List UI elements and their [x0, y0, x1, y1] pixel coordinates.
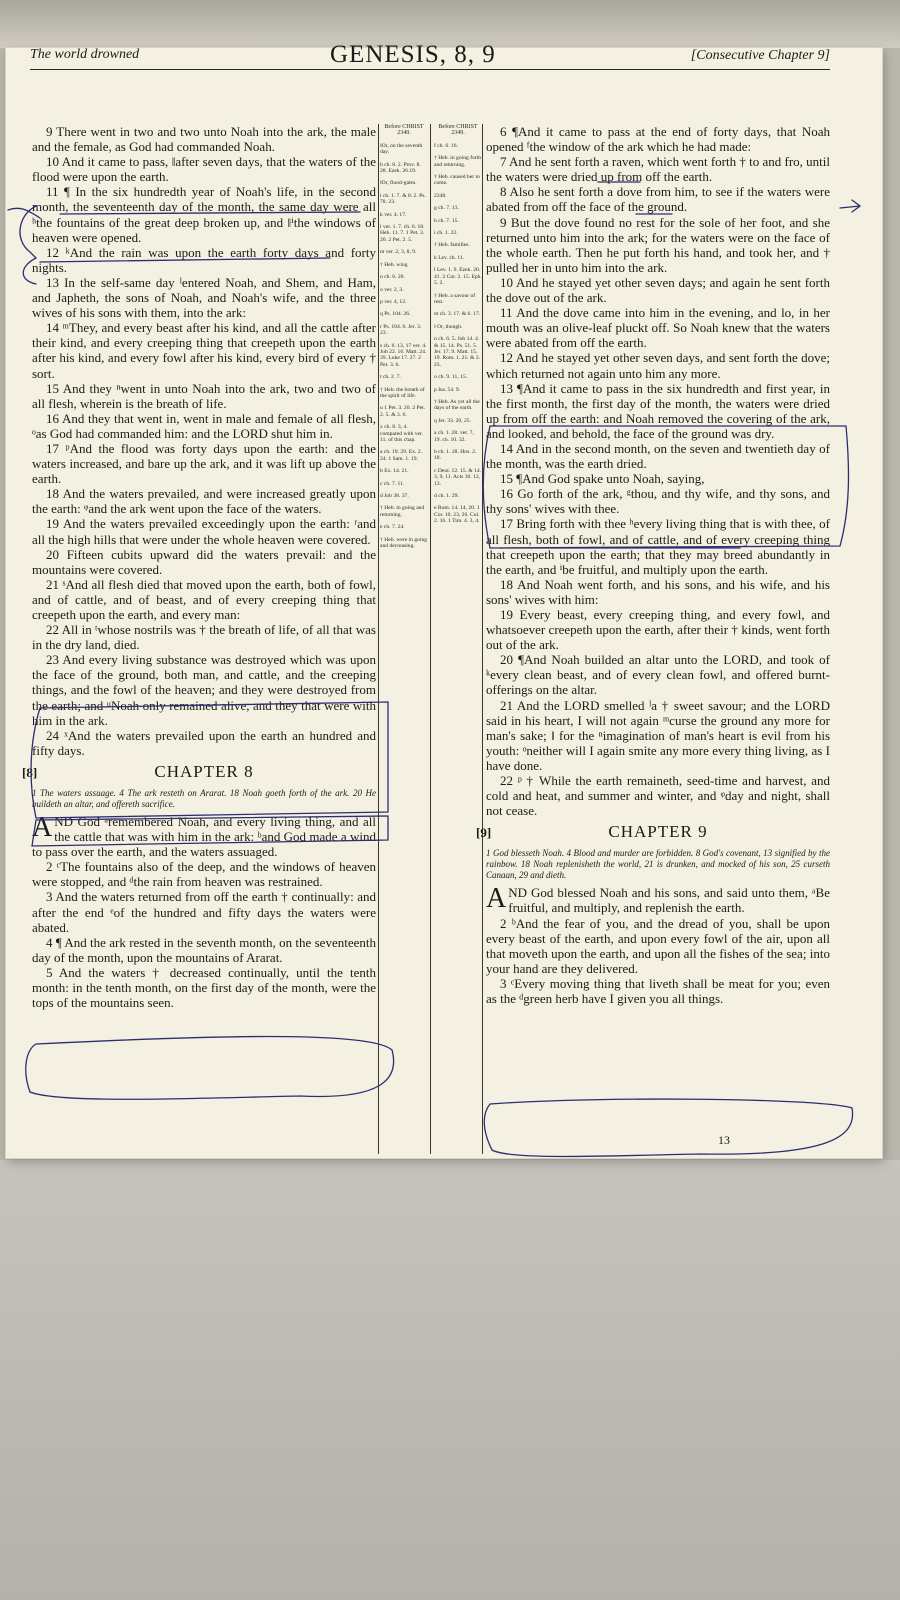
margin-note: i ch. 1. 7. & 8. 2. Ps. 78. 23. — [380, 192, 426, 206]
verse: 14 And in the second month, on the seven and twentieth day of the month, was the earth dried. — [486, 440, 830, 472]
margin-note: † Heb. the breath of the spirit of life. — [380, 386, 425, 399]
verse: 14 ᵐThey, and every beast after his kind, and all the cattle after their kind, and every creeping thing that creepeth upon the earth after his kind, and every fowl after his kind, every bird of every † sort. — [32, 320, 376, 381]
chapter-summary: 1 The waters assuage. 4 The ark resteth on Ararat. 18 Noah goeth forth of the ark. 20 He buildeth an altar, and offereth sacrifice. — [32, 787, 376, 809]
verse-text: ND God blessed Noah and his sons, and said unto them, ᵃBe fruitful, and multiply, and replenish the earth. — [508, 885, 830, 916]
margin-note: c Deut. 12. 15. & 14. 3, 9, 11. Acts 10. 12, 13. — [434, 467, 482, 487]
verse: 12 ᵏAnd the rain was upon the earth forty days and forty nights. — [32, 244, 376, 275]
margin-note: † Heb. caused her to come. — [434, 174, 480, 187]
margin-note: e ch. 7. 24. — [380, 524, 405, 531]
table-surface — [0, 1160, 900, 1600]
margin-note: o ver. 2, 3. — [380, 286, 404, 293]
verse: 19 Every beast, every creeping thing, and every fowl, and whatsoever creepeth upon the earth, after their † kinds, went forth out of the ark. — [486, 607, 830, 653]
drop-cap: A — [486, 883, 507, 915]
verse: 17 ᵖAnd the flood was forty days upon the earth: and the waters increased, and bare up the ark, and it was lift up above the earth. — [32, 440, 376, 487]
margin-note: m ch. 3. 17. & 6. 17. — [434, 311, 481, 318]
verse: 22 ᵖ † While the earth remaineth, seed-time and harvest, and cold and heat, and summer and winter, and ᵠday and night, shall not cease. — [486, 773, 830, 819]
margin-note: ‖Or, flood-gates. — [380, 180, 417, 187]
margin-note: 2348. — [434, 192, 447, 199]
margin-note: e Rom. 14. 14, 20. 1 Cor. 10. 23, 26. Col. 2. 16. 1 Tim. 4. 3, 4. — [434, 505, 480, 525]
margin-note: k Lev. ch. 11. — [434, 254, 465, 261]
verse: 24 ˣAnd the waters prevailed upon the earth an hundred and fifty days. — [32, 727, 376, 758]
consecutive-chapter-number: [9] — [476, 825, 492, 841]
verse: 3 ᶜEvery moving thing that liveth shall be meat for you; even as the ᵈgreen herb have I given you all things. — [486, 975, 830, 1006]
verse: 16 And they that went in, went in male and female of all flesh, ᵒas God had commanded him: and the LORD shut him in. — [32, 410, 376, 441]
margin-note: d ch. 1. 29. — [434, 493, 459, 500]
verse: 22 All in ᵗwhose nostrils was † the breath of life, of all that was in the dry land, died. — [32, 622, 376, 653]
verse: 4 ¶ And the ark rested in the seventh month, on the seventeenth day of the month, upon the mountains of Ararat. — [32, 934, 376, 965]
margin-note: h ch. 7. 15. — [434, 217, 459, 224]
margin-note: s ch. 6. 13, 17 ver. 4. Job 22. 16. Matt. 24. 39. Luke 17. 27. 2 Pet. 3. 6. — [380, 342, 427, 368]
margin-note: x ch. 8. 3, 4. compared with ver. 11. of this chap. — [380, 424, 424, 443]
verse: 13 ¶And it came to pass in the six hundredth and first year, in the first month, the first day of the month, the waters were dried up from off the earth: and Noah removed the covering of the ark, and looked, and behold, the face of the ground was dry. — [486, 380, 830, 441]
verse: 12 And he stayed yet other seven days, and sent forth the dove; which returned not again unto him any more. — [486, 350, 830, 381]
verse: 21 And the LORD smelled ˡa † sweet savour; and the LORD said in his heart, I will not again ᵐcurse the ground any more for man's sake; ‖ for the ⁿimagination of man's heart is evil from his youth: ᵒneither will I again smite any more every thing living, as I have done. — [486, 697, 830, 773]
verse: 21 ˢAnd all flesh died that moved upon the earth, both of fowl, and of cattle, and of beast, and of every creeping thing that creepeth upon the earth, and every man: — [32, 576, 376, 622]
verse: 11 And the dove came into him in the evening, and lo, in her mouth was an olive-leaf pluckt off. So Noah knew that the waters were abated from off the earth. — [486, 305, 830, 351]
chapter-heading — [22, 761, 376, 786]
drop-cap: A — [32, 811, 53, 843]
margin-note: † Heb. families. — [434, 242, 470, 249]
margin-note: † Heb. in going forth and returning. — [434, 155, 482, 168]
page-number: 13 — [718, 1133, 730, 1147]
margin-note: d Job 38. 37. — [380, 493, 409, 500]
margin-note: r Ps. 104. 6. Jer. 3. 23. — [380, 323, 422, 337]
margin-note: † Heb. As yet all the days of the earth. — [434, 398, 480, 412]
margin-note: p Isa. 54. 9. — [434, 386, 461, 393]
verse: 15 And they ⁿwent in unto Noah into the ark, two and two of all flesh, wherein is the breath of life. — [32, 380, 376, 411]
margin-note: h ch. 8. 2. Prov. 8. 28. Ezek. 26.19. — [380, 161, 421, 175]
right-column — [476, 124, 830, 1006]
verse: 15 ¶And God spake unto Noah, saying, — [500, 471, 705, 487]
verse: 20 ¶And Noah builded an altar unto the LORD, and took of ᵏevery clean beast, and of every clean fowl, and offered burnt-offerings on the altar. — [486, 652, 830, 698]
column-rule — [482, 124, 483, 1154]
margin-note: o ch. 9. 11, 15. — [434, 374, 468, 381]
margin-note: b ch. 1. 28. Hos. 2. 18. — [434, 449, 477, 462]
column-rule — [378, 124, 379, 1154]
margin-note: k ver. 4. 17. — [380, 211, 407, 218]
consecutive-chapter-number: [8] — [22, 764, 38, 780]
chapter-summary: 1 God blesseth Noah. 4 Blood and murder are forbidden. 8 God's covenant, 13 signified by the rainbow. 18 Noah replenisheth the world, 21 is drunken, and mocked of his son, 25 curseth Canaan, 29 and dieth. — [486, 848, 830, 881]
verse: 20 Fifteen cubits upward did the waters prevail: and the mountains were covered. — [32, 546, 376, 577]
margin-era: Before CHRIST 2349. — [438, 124, 478, 137]
verse: 18 And Noah went forth, and his sons, and his wife, and his sons' wives with him: — [486, 576, 830, 607]
verse — [486, 885, 830, 915]
margin-note: l ver. 1. 7. ch. 6. 18. Heb. 11. 7. 1 Pet. 3. 20. 2 Pet. 2. 5. — [380, 224, 425, 243]
running-head-right: [Consecutive Chapter 9] — [690, 48, 830, 63]
verse: 18 And the waters prevailed, and were increased greatly upon the earth: ᵠand the ark went upon the face of the waters. — [32, 486, 376, 517]
margin-note: u 1 Pet. 3. 20. 2 Pet. 2. 5. & 3. 6. — [380, 405, 426, 418]
margin-references-right — [434, 124, 482, 531]
verse: 5 And the waters † decreased continually, until the tenth month: in the tenth month, on the first day of the month, were the tops of the mountains seen. — [32, 964, 376, 1011]
verse: 3 And the waters returned from off the earth † continually: and after the end ᵉof the hundred and fifty days the waters were abated. — [32, 889, 376, 935]
margin-note: q Jer. 33. 20, 25. — [434, 417, 471, 424]
margin-note: a ch. 1. 28. ver. 7, 19. ch. 10. 32. — [434, 430, 474, 443]
margin-note: a ch. 19. 29. Ex. 2. 24. 1 Sam. 1. 19. — [380, 449, 422, 462]
verse: 9 But the dove found no rest for the sole of her foot, and she returned unto him into the ark; for the waters were on the face of the whole earth. Then he put forth his hand, and took her, and † pulled her in unto him into the ark. — [486, 214, 830, 275]
verse: 23 And every living substance was destroyed which was upon the face of the ground, both man, and cattle, and the creeping things, and the fowl of the heaven; and they were destroyed from the earth; and ᵘNoah only remained alive, and they that were with him in the ark. — [32, 652, 376, 728]
verse: 2 ᶜThe fountains also of the deep, and the windows of heaven were stopped, and ᵈthe rain from heaven was restrained. — [32, 859, 376, 890]
verse: 7 And he sent forth a raven, which went forth † to and fro, until the waters were dried up from off the earth. — [486, 154, 830, 185]
verse: 11 ¶ In the six hundredth year of Noah's life, in the second month, the seventeenth day of the month, the same day were all ʰthe fountains of the great deep broken up, and ‖ⁱthe windows of heaven were opened. — [32, 184, 376, 245]
verse: 19 And the waters prevailed exceedingly upon the earth: ʳand all the high hills that were under the whole heaven were covered. — [32, 516, 376, 547]
margin-note: p ver. 4, 12. — [380, 298, 407, 305]
margin-note: b Ex. 14. 21. — [380, 468, 409, 475]
margin-note: c ch. 7. 11. — [380, 480, 405, 487]
page-header — [30, 41, 830, 70]
margin-note: q Ps. 104. 26. — [380, 311, 411, 318]
margin-note: t ch. 2. 7. — [380, 374, 401, 381]
left-column — [22, 124, 376, 1011]
verse: 6 ¶And it came to pass at the end of forty days, that Noah opened ᶠthe window of the ark which he had made: — [486, 124, 830, 155]
margin-note: † Heb. a savour of rest. — [434, 292, 476, 305]
verse: 8 Also he sent forth a dove from him, to see if the waters were abated from off the face of the ground. — [486, 184, 830, 215]
margin-references-left — [380, 124, 428, 555]
margin-note: i ch. 1. 22. — [434, 230, 458, 237]
margin-note: † Heb. wing — [380, 261, 408, 268]
margin-note: ‖Or, on the seventh day. — [380, 142, 423, 156]
verse: 13 In the self-same day ˡentered Noah, and Shem, and Ham, and Japheth, the sons of Noah, and Noah's wife, and the three wives of his sons with them, into the ark: — [32, 274, 376, 321]
verse: 10 And it came to pass, ‖after seven days, that the waters of the flood were upon the earth. — [32, 154, 376, 185]
verse-text: ND God ᵃremembered Noah, and every living thing, and all the cattle that was with him in the ark: ᵇand God made a wind to pass over the earth, and the waters assuaged. — [32, 813, 376, 860]
chapter-title: CHAPTER 8 — [154, 761, 254, 781]
chapter-heading — [476, 822, 830, 846]
margin-note: l Lev. 1. 9. Ezek. 20. 41. 2 Cor. 2. 15. Eph. 5. 2. — [434, 267, 482, 287]
margin-note: n ch. 6. 20. — [380, 274, 405, 281]
verse: 16 Go forth of the ark, ᵍthou, and thy wife, and thy sons, and thy sons' wives with thee. — [486, 486, 830, 517]
margin-note: † Heb. were in going and decreasing. — [380, 536, 428, 550]
verse — [32, 811, 376, 860]
book-chapter-title: GENESIS, 8, 9 — [330, 41, 496, 68]
chapter-title: CHAPTER 9 — [608, 822, 708, 842]
verse: 10 And he stayed yet other seven days; and again he sent forth the dove out of the ark. — [486, 274, 830, 306]
running-head-left: The world drowned — [30, 47, 140, 62]
margin-note: m ver. 2, 3, 8, 9. — [380, 249, 417, 256]
margin-era: Before CHRIST 2349. — [384, 124, 424, 137]
column-rule — [430, 124, 431, 1154]
verse: 2 ᵇAnd the fear of you, and the dread of you, shall be upon every beast of the earth, and upon every fowl of the air, upon all that moveth upon the earth, and upon all the fishes of the sea; into your hand are they delivered. — [486, 915, 830, 976]
margin-note: g ch. 7. 13. — [434, 205, 459, 212]
margin-note: † Heb. in going and returning. — [380, 505, 425, 518]
margin-note: ‖ Or, though. — [434, 323, 463, 330]
verse: 17 Bring forth with thee ʰevery living thing that is with thee, of all flesh, both of fowl, and of cattle, and of every creeping thing that creepeth upon the earth; that they may breed abundantly in the earth, and ⁱbe fruitful, and multiply upon the earth. — [486, 516, 830, 577]
margin-note: f ch. 6. 16. — [434, 142, 458, 149]
verse: 9 There went in two and two unto Noah into the ark, the male and the female, as God had commanded Noah. — [32, 124, 376, 155]
margin-note: n ch. 6. 5. Job 14. 4. & 15. 14. Ps. 51. 5. Jer. 17. 9. Matt. 15. 19. Rom. 1. 21. & 3. 23. — [434, 336, 480, 368]
